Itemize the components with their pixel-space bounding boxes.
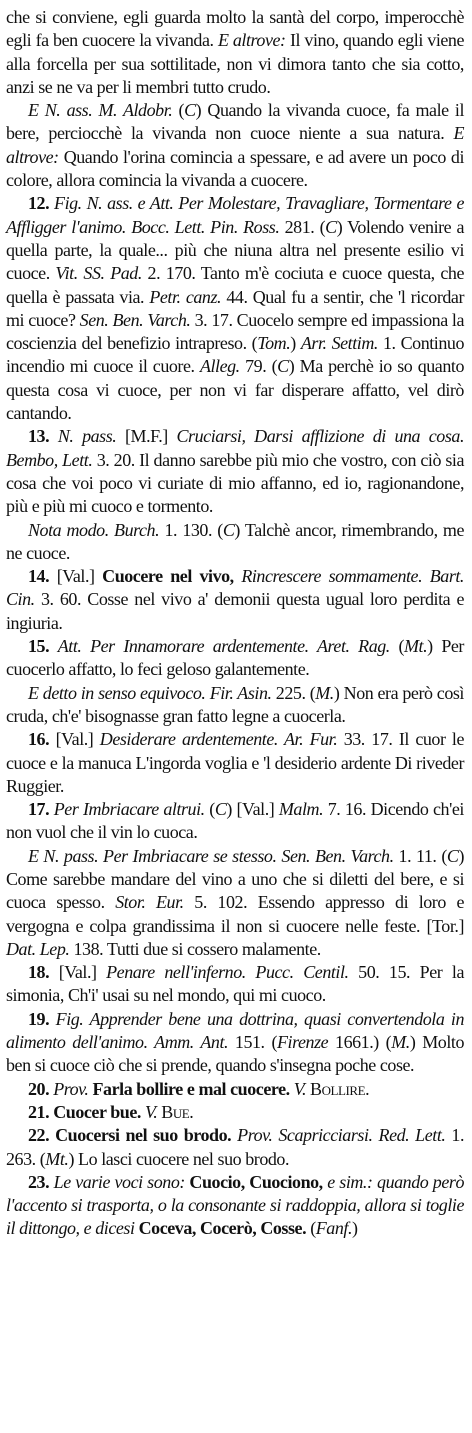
text-run: 23. — [28, 1171, 54, 1192]
entry-paragraph — [6, 425, 464, 518]
text-run: [M.F.] — [116, 426, 177, 447]
entry-paragraph — [6, 961, 464, 1008]
text-run: ) [Val.] — [226, 799, 279, 820]
text-run: ) Lo lasci cuocere nel suo brodo. — [68, 1148, 290, 1169]
text-run: Fig. Apprender bene una dottrina, quasi convertendola in alimento dell'animo. Amm. Ant. — [6, 1008, 465, 1053]
text-run: 151. ( — [228, 1032, 278, 1053]
text-run: Rincrescere sommamente. Bart. Cin. — [6, 566, 464, 610]
text-run: . — [365, 1078, 370, 1099]
text-run: C — [446, 845, 459, 866]
text-run: C — [325, 216, 337, 237]
text-run: Cuocio, Cuociono, — [184, 1171, 323, 1192]
text-run: 5. 102. Essendo appresso di loro e vergogna e colpa grandissima il non si cuocere nelle feste. [Tor.] — [6, 892, 464, 936]
text-run: 3. 20. Il danno sarebbe più mio che vostro, con ciò sia cosa che voi poco vi curiate di mio affanno, ed io, ragionandone, più e più mi cuoco e tormento. — [6, 449, 464, 517]
text-run: ) — [290, 333, 301, 354]
text-run: C — [222, 519, 235, 540]
text-run: [Val.] — [56, 566, 103, 587]
text-run: e sim.: quando però l'accento si trasporta, o la consonante si raddoppia, allora si toglie il dittongo, e dicesi — [6, 1171, 465, 1239]
entry-paragraph — [6, 798, 464, 845]
text-run: Nota modo. Burch. — [28, 519, 160, 540]
entry-paragraph — [6, 845, 464, 961]
text-run: V. — [140, 1101, 162, 1122]
text-run: Tom. — [257, 333, 291, 354]
text-run: ( — [204, 799, 215, 820]
text-run: Quando l'orina comincia a spessare, e ad avere un poco di colore, allora comincia la vivanda a cuocere. — [6, 146, 464, 191]
entry-paragraph — [6, 99, 464, 192]
text-run: C — [184, 100, 196, 121]
text-run: M. — [391, 1032, 410, 1053]
text-run: 33. 17. Il cuor le cuoce e la manuca L'ingorda voglia e 'l desiderio ardente Di riveder Ruggier. — [6, 729, 465, 796]
text-run: Penare nell'inferno. Pucc. Centil. — [106, 962, 349, 983]
text-run: E N. ass. M. Aldobr. — [28, 100, 173, 121]
entry-paragraph — [6, 519, 464, 566]
text-run: Bollire — [310, 1078, 366, 1099]
entry-paragraph — [6, 1101, 464, 1124]
text-run: E detto in senso equivoco. Fir. Asin. — [28, 682, 272, 703]
text-run: ) Per cuocerlo affatto, lo feci geloso galantemente. — [6, 636, 464, 680]
text-run: Petr. canz. — [149, 286, 222, 307]
text-run: Cuocersi nel suo brodo. — [55, 1125, 232, 1146]
entry-paragraph — [6, 192, 464, 425]
text-run: 18. — [28, 962, 59, 983]
text-run: Arr. Settim. — [300, 333, 378, 354]
text-run: 1661.) ( — [328, 1032, 392, 1053]
text-run: Firenze — [277, 1032, 329, 1053]
text-run: N. pass. — [57, 426, 117, 447]
text-run: Malm. — [278, 799, 324, 820]
text-run: [Val.] — [55, 729, 100, 750]
entry-paragraph — [6, 635, 464, 682]
text-run: Desiderare ardentemente. Ar. Fur. — [99, 729, 338, 750]
text-run: 2. 170. Tanto m'è cociuta e cuoce questa, che quella è passata via. — [6, 263, 464, 307]
text-run: ( — [389, 636, 405, 657]
text-run: Coceva, Cocerò, Cosse. — [138, 1218, 307, 1239]
entry-paragraph — [6, 1124, 464, 1171]
text-run: 1. 11. ( — [393, 845, 447, 866]
text-run: C — [214, 799, 227, 820]
text-run: Le varie voci sono: — [53, 1171, 185, 1192]
text-run: 12. — [28, 193, 55, 214]
text-run: 16. — [28, 729, 56, 750]
text-run: 14. — [28, 566, 57, 587]
text-run: Vit. SS. Pad. — [55, 263, 142, 284]
text-run: 1. 130. ( — [159, 519, 223, 540]
text-run: Alleg. — [199, 356, 240, 377]
text-run: che si conviene, egli guarda molto la santà del corpo, imperocchè egli fa ben cuocere la vivanda. — [6, 7, 464, 51]
text-run: 15. — [28, 636, 58, 657]
text-run: 7. 16. Dicendo ch'ei non vuol che il vin lo cuoca. — [6, 799, 464, 843]
text-run: [Val.] — [58, 962, 107, 983]
text-run: ) — [352, 1218, 358, 1239]
text-run: 225. ( — [271, 682, 316, 703]
text-run: Fanf. — [315, 1218, 352, 1239]
text-run: C — [277, 356, 289, 377]
text-run: 79. ( — [239, 356, 278, 377]
text-run: Cruciarsi, Darsi afflizione di una cosa. Bembo, Lett. — [6, 426, 465, 470]
text-run: 13. — [28, 426, 58, 447]
text-run: 1. Continuo incendio mi cuoce il cuore. — [6, 333, 465, 377]
text-run: Cuocere nel vivo, — [102, 566, 234, 587]
text-run: Prov. Scapricciarsi. Red. Lett. — [231, 1125, 446, 1146]
text-run: Prov. — [53, 1078, 89, 1099]
text-run: 281. ( — [279, 216, 326, 237]
text-run: ( — [306, 1218, 316, 1239]
text-run: ) Volendo venire a quella parte, la quale... più che niuna altra nel presente esilio vi cuoce. — [6, 216, 464, 284]
entry-paragraph — [6, 682, 464, 729]
text-run: 3. 60. Cosse nel vivo a' demonii questa ugual loro perdita e ingiuria. — [6, 589, 464, 633]
text-run: Per Imbriacare altrui. — [53, 799, 205, 820]
entry-paragraph — [6, 728, 464, 798]
text-run: 22. — [28, 1125, 56, 1146]
text-run: 20. — [28, 1078, 54, 1099]
text-run: E altrove: — [6, 123, 464, 167]
text-run: Sen. Ben. Varch. — [79, 309, 191, 330]
text-run: ) Come sarebbe mandare del vino a uno che si diletti del bere, e si cuoca spesso. — [6, 845, 465, 913]
text-run: ) Ma perchè io so quanto questa cosa vi cuoce, per non vi far disperare affatto, vel dirò cantando. — [6, 356, 464, 424]
text-run: Il vino, quando egli viene alla forcella per sua sottilitade, non vi dimora tanto che sia cotto, anzi se ne va per li membri tutto crudo. — [6, 30, 464, 97]
text-run: ) Talchè ancor, rimembrando, me ne cuoce. — [6, 519, 464, 563]
entry-paragraph — [6, 6, 464, 99]
text-run: Dat. Lep. — [6, 938, 70, 959]
text-run: Att. Per Innamorare ardentemente. Aret. Rag. — [57, 636, 390, 657]
text-run: . — [189, 1101, 194, 1122]
entry-paragraph — [6, 565, 464, 635]
text-run: 138. Tutti due si cossero malamente. — [69, 938, 321, 959]
text-run: V. — [289, 1078, 311, 1099]
text-run: 3. 17. Cuocelo sempre ed impassiona la coscienzia del benefizio intrapreso. ( — [6, 309, 464, 354]
text-run: 44. Qual fu a sentir, che 'l ricordar mi cuoce? — [6, 286, 465, 330]
text-run: ) Quando la vivanda cuoce, fa male il bere, perciocchè la vivanda non cuoce niente a sua natura. — [6, 100, 464, 144]
text-run: ) Non era però così cruda, ch'e' bisognasse gran fatto legne a cuocerla. — [6, 682, 464, 726]
text-run: M. — [315, 682, 334, 703]
text-run: Fig. N. ass. e Att. Per Molestare, Travagliare, Tormentare e Affligger l'animo. Bocc. Lett. Pin. Ross. — [6, 193, 464, 237]
text-run: 17. — [28, 799, 54, 820]
text-run: 1. 263. ( — [6, 1125, 465, 1169]
text-run: Farla bollire e mal cuocere. — [88, 1078, 290, 1099]
text-run: ( — [172, 100, 185, 121]
text-run: E altrove: — [217, 30, 286, 51]
entry-paragraph — [6, 1171, 464, 1241]
text-run: 19. — [28, 1008, 56, 1029]
text-run: 50. 15. Per la simonia, Ch'i' usai su nel mondo, qui mi cuoco. — [6, 962, 464, 1006]
entry-paragraph — [6, 1078, 464, 1101]
text-run: Mt. — [404, 636, 428, 657]
text-run: E N. pass. Per Imbriacare se stesso. Sen. Ben. Varch. — [28, 845, 394, 866]
text-run: ) Molto ben si cuoce ciò che si prende, quando s'insegna poche cose. — [6, 1032, 464, 1076]
text-run: Cuocer bue. — [53, 1101, 141, 1122]
text-run: Bue — [161, 1101, 190, 1122]
entry-paragraph — [6, 1008, 464, 1078]
text-run: Stor. Eur. — [115, 892, 184, 913]
text-run: Mt. — [45, 1148, 69, 1169]
text-run: 21. — [28, 1101, 54, 1122]
